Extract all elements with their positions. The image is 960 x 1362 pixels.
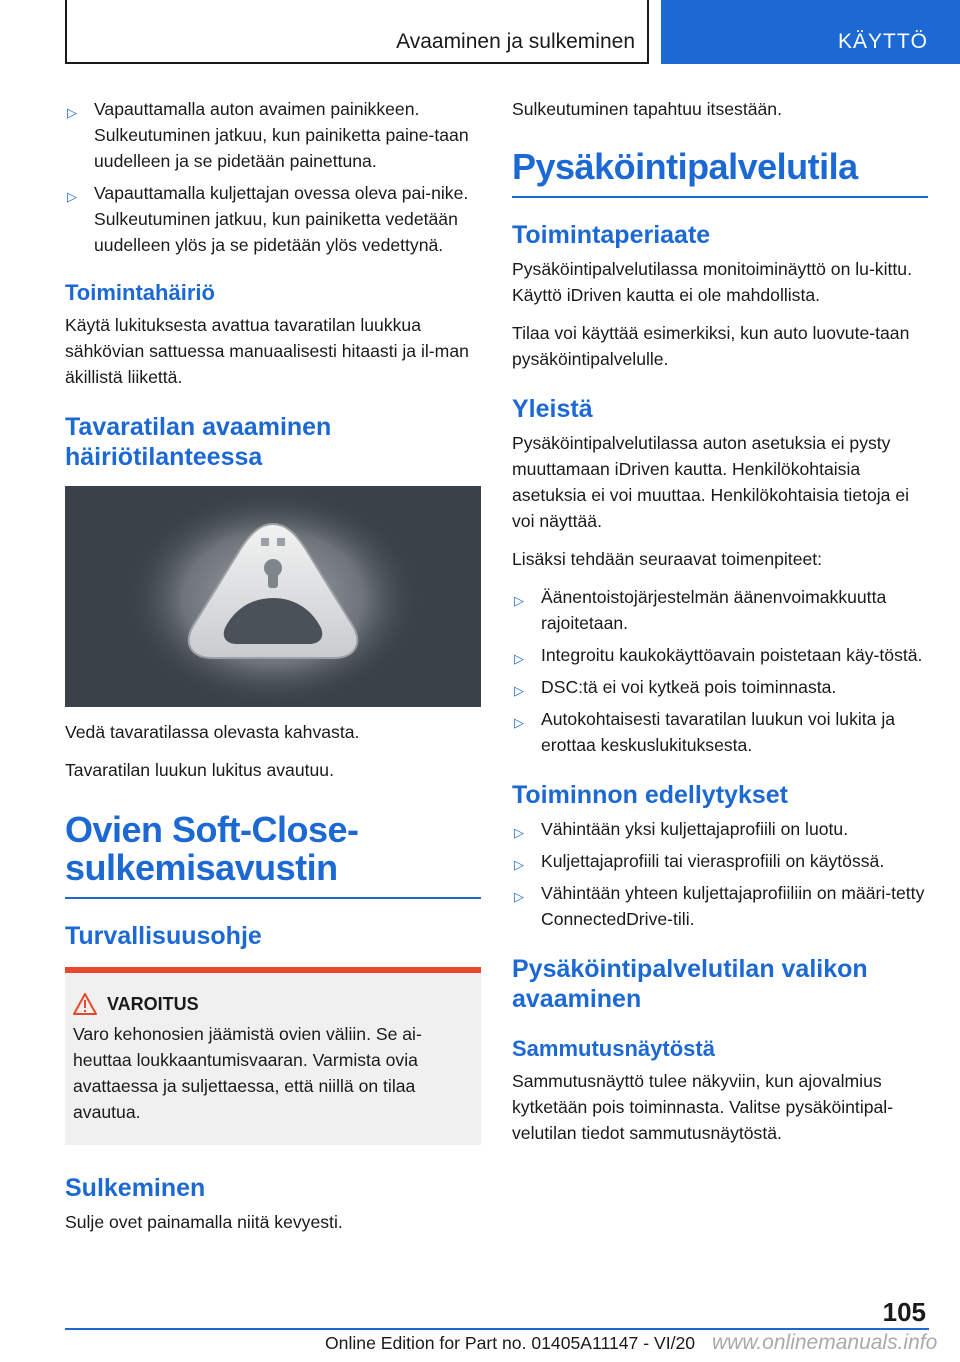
measures-bullet-list bbox=[512, 584, 928, 758]
safety-heading: Turvallisuusohje bbox=[65, 922, 262, 950]
list-item: ▷ Autokohtaisesti tavaratilan luukun voi lukita ja erottaa keskuslukituksesta. bbox=[514, 709, 896, 755]
menu-heading: Pysäköintipalvelutilan valikon avaaminen bbox=[512, 955, 868, 1013]
general-p2: Lisäksi tehdään seuraavat toimenpiteet: bbox=[512, 549, 823, 569]
trunk-heading: Tavaratilan avaaminen häiriötilanteessa bbox=[65, 413, 332, 471]
warning-title: VAROITUS bbox=[107, 993, 199, 1014]
triangle-bullet-icon: ▷ bbox=[67, 189, 77, 204]
general-p1: Pysäköintipalvelutilassa auton asetuksia ei pysty muuttamaan iDriven kautta. Henkilökohtaisia asetuksia ei voi muuttaa. Henkilökohtaisia tietoja ei voi näyttää. bbox=[512, 433, 910, 531]
triangle-bullet-icon: ▷ bbox=[514, 715, 524, 730]
closing-text: Sulje ovet painamalla niitä kevyesti. bbox=[65, 1212, 343, 1232]
right-column bbox=[512, 96, 928, 1158]
triangle-bullet-icon: ▷ bbox=[514, 889, 524, 904]
list-item: ▷ Äänentoistojärjestelmän äänenvoimakkuutta rajoitetaan. bbox=[514, 587, 887, 633]
figure-caption-2: Tavaratilan luukun lukitus avautuu. bbox=[65, 760, 334, 780]
shutdown-text: Sammutusnäyttö tulee näkyviin, kun ajovalmius kytketään pois toiminnasta. Valitse pysäköintipal-velutilan tiedot sammutusnäytöstä. bbox=[512, 1071, 894, 1143]
watermark: www.onlinemanuals.info bbox=[712, 1331, 938, 1354]
chapter-title: KÄYTTÖ bbox=[837, 30, 928, 53]
edition-note: Online Edition for Part no. 01405A11147 - VI/20 bbox=[325, 1333, 696, 1353]
malfunction-heading: Toimintahäiriö bbox=[65, 280, 215, 305]
warning-text: Varo kehonosien jäämistä ovien väliin. Se ai-heuttaa loukkaantumisvaaran. Varmista ovia avattaessa ja suljettaessa, että niillä on tilaa avautua. bbox=[73, 1024, 422, 1122]
principle-p2: Tilaa voi käyttää esimerkiksi, kun auto luovute-taan pysäköintipalvelulle. bbox=[512, 323, 910, 369]
triangle-bullet-icon: ▷ bbox=[514, 825, 524, 840]
closing-heading: Sulkeminen bbox=[65, 1174, 206, 1202]
list-item: ▷ DSC:tä ei voi kytkeä pois toiminnasta. bbox=[512, 674, 928, 700]
figure-caption-1: Vedä tavaratilassa olevasta kahvasta. bbox=[65, 722, 360, 742]
principle-heading: Toimintaperiaate bbox=[512, 221, 711, 249]
intro-text: Sulkeutuminen tapahtuu itsestään. bbox=[512, 99, 782, 119]
general-heading: Yleistä bbox=[512, 395, 593, 423]
top-bullet-list bbox=[65, 96, 481, 258]
section-title: Avaaminen ja sulkeminen bbox=[396, 30, 635, 53]
list-item: ▷ Integroitu kaukokäyttöavain poistetaan käy-töstä. bbox=[512, 642, 928, 668]
list-item: ▷ Vapauttamalla kuljettajan ovessa oleva pai-nike. Sulkeutuminen jatkuu, kun painiketta vedetään uudelleen ylös ja se pidetään ylös vedettynä. bbox=[67, 183, 469, 255]
softclose-title: Ovien Soft-Close-sulkemisavustin bbox=[65, 811, 481, 899]
footer-divider bbox=[65, 1328, 929, 1330]
list-item: ▷ Vähintään yhteen kuljettajaprofiiliin on määri-tetty ConnectedDrive-tili. bbox=[514, 883, 925, 929]
requirements-bullet-list bbox=[512, 816, 928, 932]
page-number: 105 bbox=[882, 1297, 926, 1327]
list-item: ▷ Vähintään yksi kuljettajaprofiili on luotu. bbox=[512, 816, 928, 842]
left-column bbox=[65, 96, 481, 1247]
warning-triangle-icon bbox=[73, 993, 97, 1015]
trunk-handle-illustration bbox=[65, 486, 481, 707]
list-item: ▷ Vapauttamalla auton avaimen painikkeen. Sulkeutuminen jatkuu, kun painiketta paine-taan uudelleen ja se pidetään painettuna. bbox=[67, 99, 469, 171]
header-chapter-tab bbox=[661, 0, 960, 64]
warning-header bbox=[73, 993, 473, 1015]
valet-title: Pysäköintipalvelutila bbox=[512, 148, 928, 198]
triangle-bullet-icon: ▷ bbox=[514, 683, 524, 698]
triangle-bullet-icon: ▷ bbox=[514, 593, 524, 608]
list-item: ▷ Kuljettajaprofiili tai vierasprofiili on käytössä. bbox=[512, 848, 928, 874]
triangle-bullet-icon: ▷ bbox=[67, 105, 77, 120]
malfunction-text: Käytä lukituksesta avattua tavaratilan luukkua sähkövian sattuessa manuaalisesti hitaasti ja il-man äkillistä liikettä. bbox=[65, 315, 469, 387]
shutdown-subheading: Sammutusnäytöstä bbox=[512, 1036, 715, 1061]
warning-box bbox=[65, 967, 481, 1145]
trunk-handle-figure bbox=[65, 486, 481, 707]
triangle-bullet-icon: ▷ bbox=[514, 651, 524, 666]
requirements-heading: Toiminnon edellytykset bbox=[512, 781, 788, 809]
triangle-bullet-icon: ▷ bbox=[514, 857, 524, 872]
header-section-tab bbox=[65, 0, 649, 64]
principle-p1: Pysäköintipalvelutilassa monitoiminäyttö on lu-kittu. Käyttö iDriven kautta ei ole mahdollista. bbox=[512, 259, 912, 305]
